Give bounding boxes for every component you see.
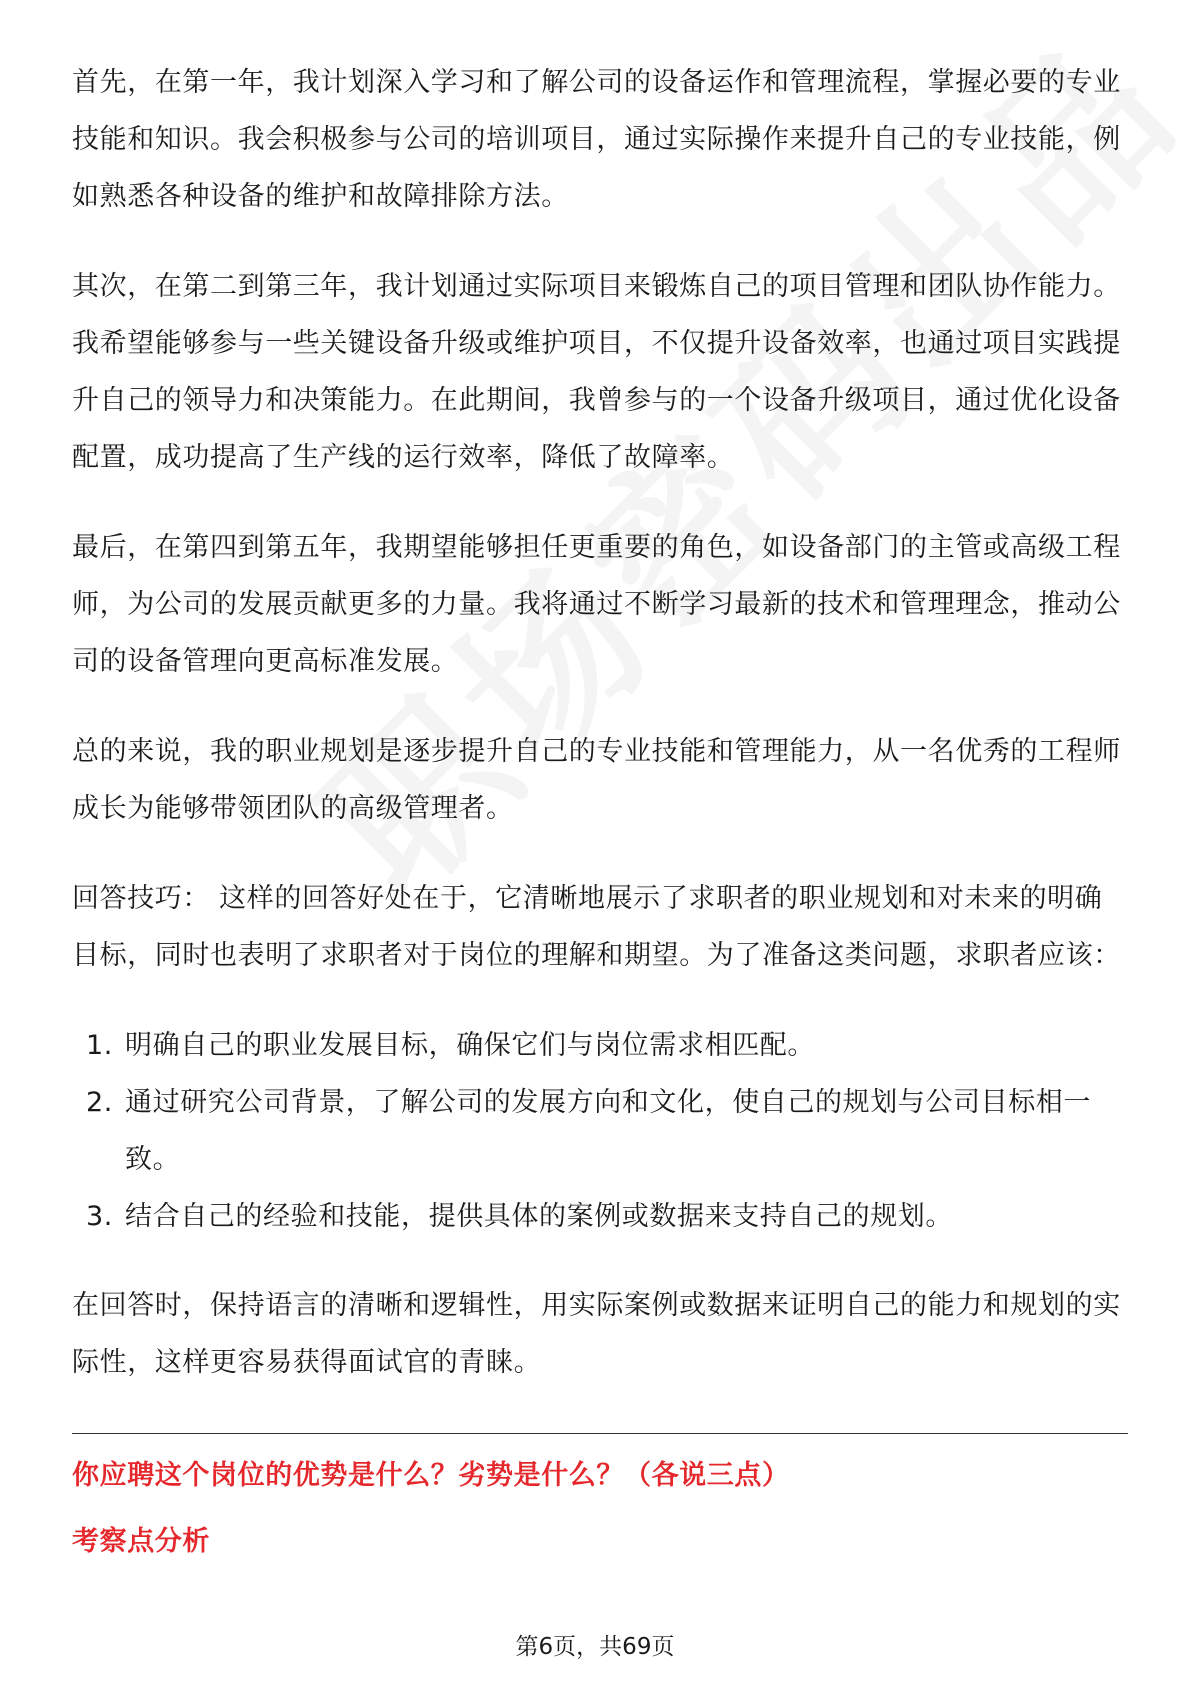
list-item (72, 1188, 1128, 1245)
paragraph-year-one: 首先，在第一年，我计划深入学习和了解公司的设备运作和管理流程，掌握必要的专业技能和知识。我会积极参与公司的培训项目，通过实际操作来提升自己的专业技能，例如熟悉各种设备的维护和故障排除方法。 (72, 67, 1121, 212)
list-number: 2. (86, 1087, 113, 1118)
list-number: 1. (86, 1030, 113, 1061)
paragraph-answer-tips: 回答技巧： 这样的回答好处在于，它清晰地展示了求职者的职业规划和对未来的明确目标，同时也表明了求职者对于岗位的理解和期望。为了准备这类问题，求职者应该： (72, 883, 1121, 971)
document-page (72, 54, 1128, 1562)
list-text: 通过研究公司背景，了解公司的发展方向和文化，使自己的规划与公司目标相一致。 (125, 1087, 1091, 1175)
next-question-heading: 你应聘这个岗位的优势是什么？劣势是什么？（各说三点） (72, 1460, 790, 1491)
paragraph-summary: 总的来说，我的职业规划是逐步提升自己的专业技能和管理能力，从一名优秀的工程师成长为能够带领团队的高级管理者。 (72, 736, 1121, 824)
list-text: 明确自己的职业发展目标，确保它们与岗位需求相匹配。 (125, 1030, 815, 1061)
list-number: 3. (86, 1201, 113, 1232)
paragraph-year-two-three: 其次，在第二到第三年，我计划通过实际项目来锻炼自己的项目管理和团队协作能力。我希望能够参与一些关键设备升级或维护项目，不仅提升设备效率，也通过项目实践提升自己的领导力和决策能力。在此期间，我曾参与的一个设备升级项目，通过优化设备配置，成功提高了生产线的运行效率，降低了故障率。 (72, 271, 1121, 473)
analysis-heading: 考察点分析 (72, 1526, 210, 1557)
list-item (72, 1017, 1128, 1074)
tips-list (72, 1017, 1128, 1245)
list-item (72, 1074, 1128, 1188)
paragraph-closing: 在回答时，保持语言的清晰和逻辑性，用实际案例或数据来证明自己的能力和规划的实际性，这样更容易获得面试官的青睐。 (72, 1290, 1121, 1378)
paragraph-year-four-five: 最后，在第四到第五年，我期望能够担任更重要的角色，如设备部门的主管或高级工程师，为公司的发展贡献更多的力量。我将通过不断学习最新的技术和管理理念，推动公司的设备管理向更高标准发展。 (72, 532, 1121, 677)
list-text: 结合自己的经验和技能，提供具体的案例或数据来支持自己的规划。 (125, 1201, 953, 1232)
page-number: 第6页，共69页 (515, 1634, 675, 1660)
section-divider (72, 1433, 1128, 1434)
